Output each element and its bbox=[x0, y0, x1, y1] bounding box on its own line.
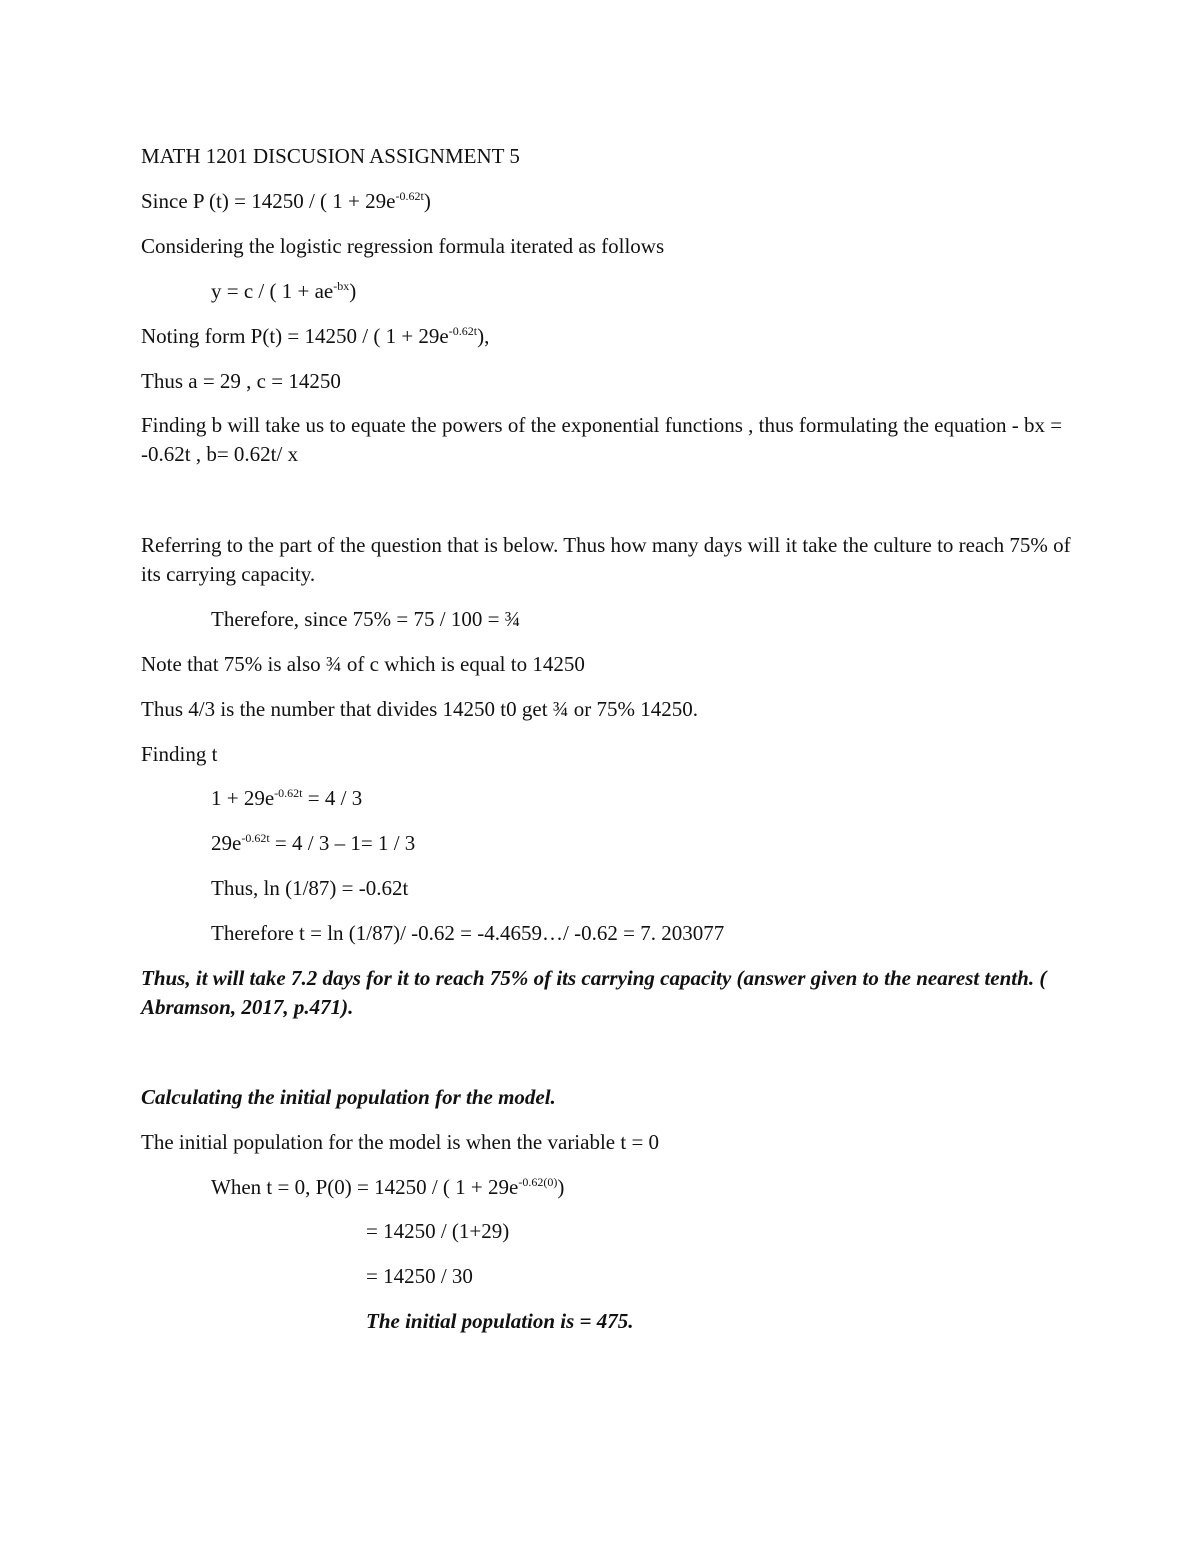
equation-4: Therefore t = ln (1/87)/ -0.62 = -4.4659…/ -0.62 = 7. 203077 bbox=[211, 921, 725, 945]
noting-line bbox=[141, 322, 489, 351]
equation-2 bbox=[211, 829, 415, 858]
since-exponent: -0.62t bbox=[395, 189, 424, 203]
formula-exponent: -bx bbox=[333, 279, 350, 293]
noting-close: ), bbox=[477, 324, 490, 348]
formula-text: y = c / ( 1 + ae bbox=[211, 279, 334, 303]
when-close: ) bbox=[557, 1175, 565, 1199]
equation-step-1: = 14250 / (1+29) bbox=[366, 1219, 510, 1243]
equation-2-exponent: -0.62t bbox=[241, 831, 270, 845]
since-line bbox=[141, 187, 431, 216]
initial-population-line: The initial population for the model is when the variable t = 0 bbox=[141, 1130, 660, 1154]
equation-1 bbox=[211, 784, 362, 813]
equation-2-text: 29e bbox=[211, 831, 242, 855]
equation-1-text: 1 + 29e bbox=[211, 786, 275, 810]
when-text: When t = 0, P(0) = 14250 / ( 1 + 29e bbox=[211, 1175, 519, 1199]
equation-1-rhs: = 4 / 3 bbox=[302, 786, 363, 810]
equation-2-rhs: = 4 / 3 – 1= 1 / 3 bbox=[269, 831, 416, 855]
conclusion-paragraph: Thus, it will take 7.2 days for it to reach 75% of its carrying capacity (answer given to the nearest tenth. ( Abramson, 2017, p.471). bbox=[141, 966, 1047, 1019]
equation-step-2: = 14250 / 30 bbox=[366, 1264, 473, 1288]
document-title: MATH 1201 DISCUSION ASSIGNMENT 5 bbox=[141, 144, 520, 168]
since-close: ) bbox=[423, 189, 431, 213]
logistic-formula bbox=[211, 277, 356, 306]
equation-1-exponent: -0.62t bbox=[274, 786, 303, 800]
equation-3: Thus, ln (1/87) = -0.62t bbox=[211, 876, 409, 900]
since-text: Since P (t) = 14250 / ( 1 + 29e bbox=[141, 189, 396, 213]
thus-a-c-line: Thus a = 29 , c = 14250 bbox=[141, 369, 341, 393]
finding-b-paragraph: Finding b will take us to equate the powers of the exponential functions , thus formulating the equation - bx = -0.62t , b= 0.62t/ x bbox=[141, 413, 1063, 466]
initial-population-result: The initial population is = 475. bbox=[366, 1309, 634, 1333]
referring-paragraph: Referring to the part of the question that is below. Thus how many days will it take the culture to reach 75% of its carrying capacity. bbox=[141, 533, 1071, 586]
initial-population-heading: Calculating the initial population for the model. bbox=[141, 1085, 556, 1109]
formula-close: ) bbox=[349, 279, 357, 303]
thus-4-3-line: Thus 4/3 is the number that divides 14250 t0 get ¾ or 75% 14250. bbox=[141, 697, 699, 721]
when-exponent: -0.62(0) bbox=[518, 1175, 558, 1189]
noting-text: Noting form P(t) = 14250 / ( 1 + 29e bbox=[141, 324, 449, 348]
considering-line: Considering the logistic regression formula iterated as follows bbox=[141, 234, 665, 258]
when-t-0-equation bbox=[211, 1173, 564, 1202]
therefore-75-line: Therefore, since 75% = 75 / 100 = ¾ bbox=[211, 607, 521, 631]
finding-t-line: Finding t bbox=[141, 742, 218, 766]
noting-exponent: -0.62t bbox=[448, 324, 478, 338]
note-line: Note that 75% is also ¾ of c which is equal to 14250 bbox=[141, 652, 585, 676]
